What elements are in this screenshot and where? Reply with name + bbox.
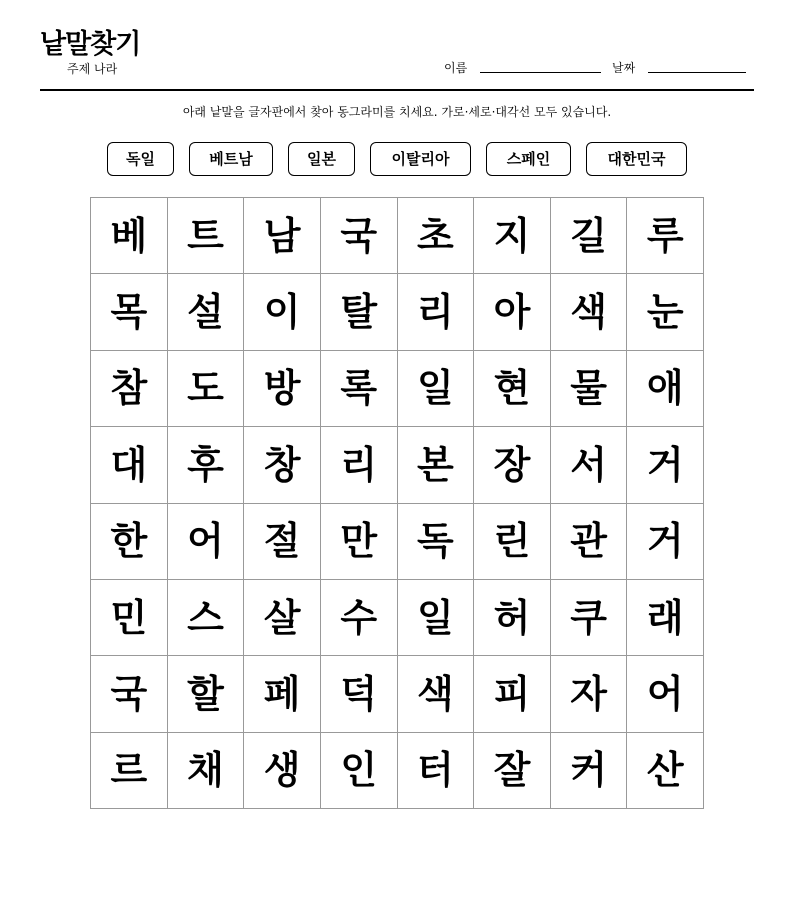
- grid-cell: 절: [244, 504, 321, 580]
- grid-cell: 눈: [627, 274, 704, 350]
- name-label: 이름: [444, 61, 468, 75]
- grid-cell: 장: [474, 427, 551, 503]
- grid-cell: 이: [244, 274, 321, 350]
- grid-cell: 일: [398, 580, 475, 656]
- grid-cell: 덕: [321, 656, 398, 732]
- grid-cell: 탈: [321, 274, 398, 350]
- grid-cell: 국: [321, 198, 398, 274]
- date-label: 날짜: [612, 61, 636, 75]
- grid-cell: 만: [321, 504, 398, 580]
- grid-cell: 거: [627, 504, 704, 580]
- grid-cell: 채: [168, 733, 245, 809]
- grid-cell: 살: [244, 580, 321, 656]
- grid-cell: 초: [398, 198, 475, 274]
- grid-cell: 독: [398, 504, 475, 580]
- grid-cell: 색: [551, 274, 628, 350]
- grid-cell: 관: [551, 504, 628, 580]
- grid-cell: 색: [398, 656, 475, 732]
- instructions-text: 아래 낱말을 글자판에서 찾아 동그라미를 치세요. 가로·세로·대각선 모두 있습니다.: [182, 105, 612, 119]
- grid-cell: 거: [627, 427, 704, 503]
- grid-cell: 리: [398, 274, 475, 350]
- grid-cell: 터: [398, 733, 475, 809]
- grid-cell: 스: [168, 580, 245, 656]
- grid-cell: 물: [551, 351, 628, 427]
- grid-cell: 쿠: [551, 580, 628, 656]
- grid-cell: 민: [91, 580, 168, 656]
- date-line: [648, 72, 746, 73]
- grid-cell: 자: [551, 656, 628, 732]
- worksheet-subtitle: 주제 나라: [67, 62, 118, 76]
- grid-cell: 설: [168, 274, 245, 350]
- word-chip: 대한민국: [586, 142, 687, 176]
- word-chip: 이탈리아: [370, 142, 471, 176]
- grid-cell: 어: [627, 656, 704, 732]
- grid-cell: 어: [168, 504, 245, 580]
- grid-cell: 루: [627, 198, 704, 274]
- grid-cell: 본: [398, 427, 475, 503]
- grid-cell: 페: [244, 656, 321, 732]
- grid-cell: 린: [474, 504, 551, 580]
- grid-cell: 베: [91, 198, 168, 274]
- word-chip: 독일: [107, 142, 174, 176]
- grid-cell: 지: [474, 198, 551, 274]
- grid-cell: 목: [91, 274, 168, 350]
- grid-cell: 피: [474, 656, 551, 732]
- grid-cell: 국: [91, 656, 168, 732]
- header-divider: [40, 89, 754, 91]
- grid-cell: 수: [321, 580, 398, 656]
- grid-cell: 할: [168, 656, 245, 732]
- grid-cell: 허: [474, 580, 551, 656]
- grid-cell: 도: [168, 351, 245, 427]
- grid-cell: 한: [91, 504, 168, 580]
- grid-cell: 아: [474, 274, 551, 350]
- word-bank: [0, 142, 794, 178]
- grid-cell: 트: [168, 198, 245, 274]
- grid-cell: 서: [551, 427, 628, 503]
- grid-cell: 길: [551, 198, 628, 274]
- grid-cell: 리: [321, 427, 398, 503]
- grid-cell: 현: [474, 351, 551, 427]
- grid-cell: 생: [244, 733, 321, 809]
- word-chip: 베트남: [189, 142, 273, 176]
- grid-cell: 방: [244, 351, 321, 427]
- grid-cell: 대: [91, 427, 168, 503]
- grid-cell: 래: [627, 580, 704, 656]
- grid-cell: 인: [321, 733, 398, 809]
- grid-cell: 록: [321, 351, 398, 427]
- grid-cell: 후: [168, 427, 245, 503]
- grid-cell: 산: [627, 733, 704, 809]
- worksheet-title: 낱말찾기: [40, 29, 141, 60]
- grid-cell: 일: [398, 351, 475, 427]
- grid-cell: 애: [627, 351, 704, 427]
- grid-cell: 잘: [474, 733, 551, 809]
- grid-cell: 남: [244, 198, 321, 274]
- grid-cell: 참: [91, 351, 168, 427]
- grid-cell: 창: [244, 427, 321, 503]
- grid-cell: 르: [91, 733, 168, 809]
- word-chip: 스페인: [486, 142, 571, 176]
- word-chip: 일본: [288, 142, 355, 176]
- grid-cell: 커: [551, 733, 628, 809]
- name-line: [480, 72, 601, 73]
- letter-grid: [90, 197, 704, 809]
